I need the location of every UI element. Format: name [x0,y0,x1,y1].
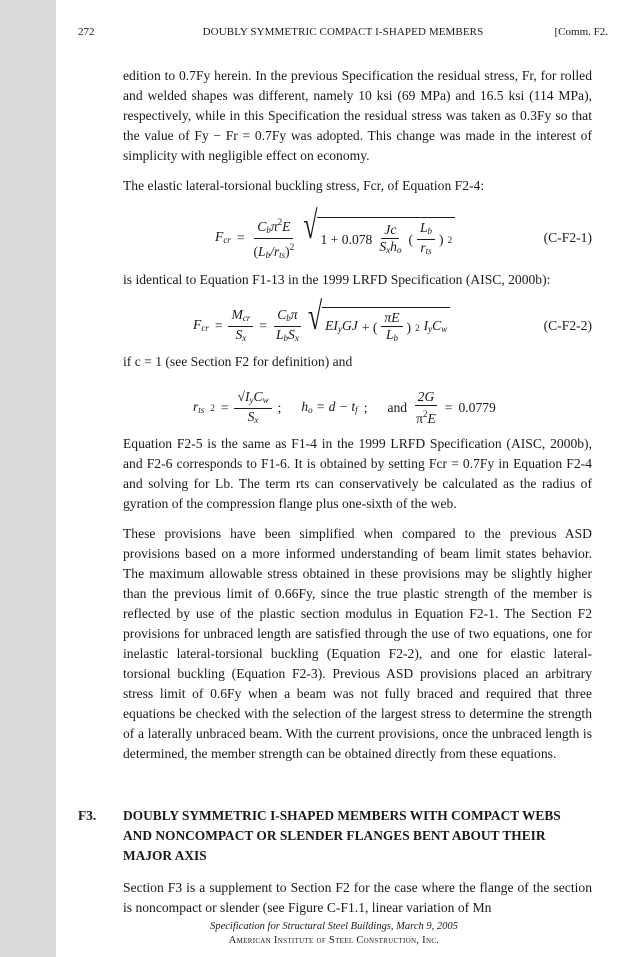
footer-specification: Specification for Structural Steel Buildings, March 9, 2005 [210,921,458,932]
equation-conjunction: and [387,400,408,415]
section-heading [78,806,592,866]
paragraph-equation-f2-5: Equation F2-5 is the same as F1-4 in the 1999 LRFD Specification (AISC, 2000b), and F2-6 corresponds to F1-6. It is obtained by setting Fcr = 0.7Fy in Equation F2-4 and solving for Lb. The term rts can conservatively be calculated as the radius of gyration of the compression flange plus one-sixth of the web. [123,436,592,511]
paragraph-condition: if c = 1 (see Section F2 for definition) and [123,354,353,369]
equation-tag: (C-F2-1) [543,230,592,245]
equation-tag: (C-F2-2) [543,318,592,333]
equation-expression: $F_{cr}$ = $\frac{C_b\pi^2E}{(L_b/r_{ts})^2}$ √ 1 + 0.078 $\frac{Jc}{S_xh_o}$ ( $\frac{L_b}{r_{ts}}$ ) 2 [215,206,455,270]
equation-rts [123,382,592,434]
page-gutter [0,0,56,957]
section-f3 [78,806,592,928]
running-title: DOUBLY SYMMETRIC COMPACT I-SHAPED MEMBERS [202,26,484,38]
paragraph-residual-stress: edition to 0.7Fy herein. In the previous Specification the residual stress, Fr, for rolled and welded shapes was different, namely 10 ksi (69 MPa) and 16.5 ksi (114 MPa), respectively, while in this Specification the residual stress was taken as 0.3Fy so that the value of Fy − Fr = 0.7Fy was adopted. This change was made in the interest of simplicity with negligible effect on economy. [123,68,592,163]
paragraph-elastic-ltb-intro: The elastic lateral-torsional buckling stress, Fcr, of Equation F2-4: [123,178,485,193]
body-text [123,66,592,774]
page-header [78,26,608,42]
document-page [56,0,638,957]
page-number: 272 [78,26,95,38]
paragraph-asd-comparison: These provisions have been simplified when compared to the previous ASD provisions based on a more informed understanding of beam limit states behavior. The maximum allowable stress obtained in these provisions may be slightly higher than the previous limit of 0.66Fy, since the true plastic strength of the member is reflected by use of the plastic section modulus in Equation F2-1. The Section F2 provisions for unbraced length are satisfied through the use of two equations, one for inelastic lateral-torsional buckling (Equation F2-2), and one for elastic lateral-torsional buckling (Equation F2-3). Previous ASD provisions placed an arbitrary stress limit of 0.6Fy when a beam was not fully braced and required that three equations be checked with the selection of the largest stress to determine the strength of a laterally unbraced beam. With the current provisions, once the unbraced length is determined, the member strength can be obtained directly from these equations. [123,526,592,761]
equation-expression: $F_{cr}$ = $\frac{M_{cr}}{S_x}$ = $\frac{C_b\pi}{L_bS_x}$ √ $EI_yGJ$ + ( $\frac{\pi E}{L_b}$ ) 2 $I_yC_w$ [193,300,450,352]
equation-c-f2-2 [123,293,592,352]
section-reference: [Comm. F2. [554,26,608,38]
paragraph-lrfd-reference: is identical to Equation F1-13 in the 1999 LRFD Specification (AISC, 2000b): [123,272,551,287]
section-number: F3. [78,808,97,823]
paragraph-section-f3: Section F3 is a supplement to Section F2 for the case where the flange of the section is noncompact or slender (see Figure C-F1.1, linear variation of Mn [123,880,592,915]
page-footer [56,920,612,948]
footer-publisher: American Institute of Steel Construction, Inc. [228,935,440,946]
section-title: DOUBLY SYMMETRIC I-SHAPED MEMBERS WITH COMPACT WEBS AND NONCOMPACT OR SLENDER FLANGES BENT ABOUT THEIR MAJOR AXIS [123,808,561,863]
equation-c-f2-1 [123,203,592,270]
equation-value: 0.0779 [458,400,496,415]
equation-expression: $r_{ts}$ 2 = $\frac{√I_yC_w}{S_x}$ ; $h_o = d - t_f$ ; and $\frac{2G}{\pi^2E}$ = 0.0779 [193,388,496,426]
